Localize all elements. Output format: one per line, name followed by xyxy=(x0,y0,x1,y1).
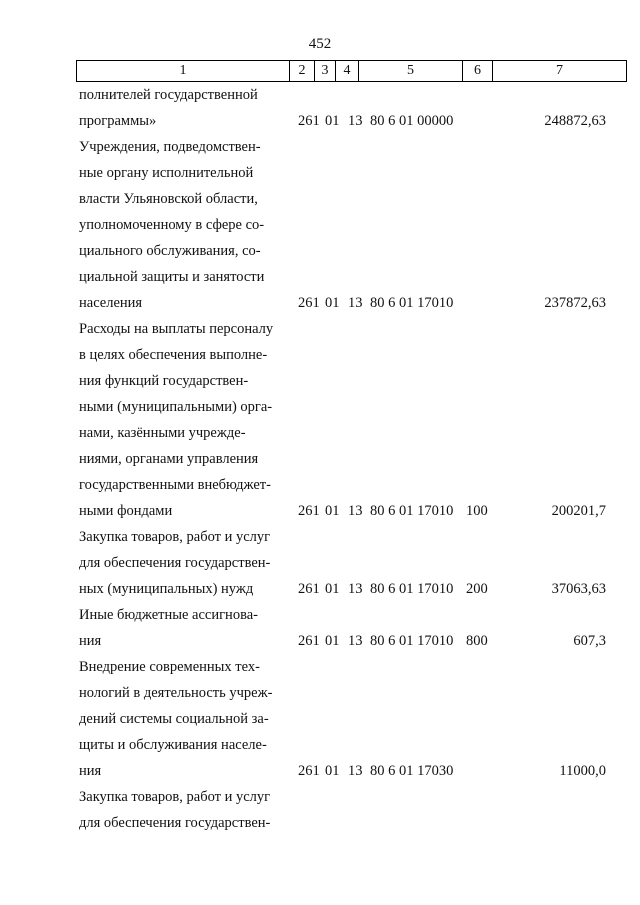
table-row xyxy=(0,784,640,836)
row-name-line: в целях обеспечения выполне- xyxy=(79,347,268,363)
col-3-section-code: 01 xyxy=(325,295,340,311)
page-number: 452 xyxy=(308,36,332,52)
table-row xyxy=(0,524,640,602)
row-name xyxy=(79,134,291,316)
row-name-line: государственными внебюджет- xyxy=(79,477,271,493)
row-codes xyxy=(0,498,640,524)
col-2-ministry-code: 261 xyxy=(298,581,320,597)
col-7-amount: 607,3 xyxy=(573,633,606,649)
col-5-target-article: 80 6 01 17010 xyxy=(370,633,454,649)
col-4-subsection-code: 13 xyxy=(348,295,363,311)
row-name-line: Закупка товаров, работ и услуг xyxy=(79,789,271,805)
col-5-target-article: 80 6 01 00000 xyxy=(370,113,454,129)
col-7-amount: 200201,7 xyxy=(551,503,606,519)
row-name-line: для обеспечения государствен- xyxy=(79,815,271,831)
col-4-subsection-code: 13 xyxy=(348,581,363,597)
col-3-section-code: 01 xyxy=(325,113,340,129)
row-name-line: нологий в деятельность учреж- xyxy=(79,685,273,701)
row-name-line: ниями, органами управления xyxy=(79,451,259,467)
row-name-line: ными фондами xyxy=(79,503,173,519)
col-5-target-article: 80 6 01 17010 xyxy=(370,295,454,311)
table-row xyxy=(0,134,640,316)
row-name-line: Внедрение современных тех- xyxy=(79,659,260,675)
row-name-line: населения xyxy=(79,295,143,311)
row-codes xyxy=(0,628,640,654)
table-row xyxy=(0,654,640,784)
table-header xyxy=(76,60,627,82)
row-name xyxy=(79,316,291,524)
row-name-line: власти Ульяновской области, xyxy=(79,191,258,207)
row-name-line: Иные бюджетные ассигнова- xyxy=(79,607,258,623)
col-2-ministry-code: 261 xyxy=(298,295,320,311)
col-4-subsection-code: 13 xyxy=(348,503,363,519)
row-name-line: нами, казёнными учрежде- xyxy=(79,425,246,441)
row-name-line: циальной защиты и занятости xyxy=(79,269,265,285)
col-3-section-code: 01 xyxy=(325,763,340,779)
row-codes xyxy=(0,576,640,602)
header-col-7: 7 xyxy=(492,61,626,81)
budget-table-body xyxy=(0,82,640,836)
col-5-target-article: 80 6 01 17030 xyxy=(370,763,454,779)
col-2-ministry-code: 261 xyxy=(298,503,320,519)
row-name-line: ния xyxy=(79,763,102,779)
header-col-5: 5 xyxy=(358,61,462,81)
col-2-ministry-code: 261 xyxy=(298,763,320,779)
row-name-line: ных (муниципальных) нужд xyxy=(79,581,254,597)
row-name-line: дений системы социальной за- xyxy=(79,711,269,727)
row-name-line: Расходы на выплаты персоналу xyxy=(79,321,274,337)
col-7-amount: 37063,63 xyxy=(551,581,606,597)
row-name-line: ния функций государствен- xyxy=(79,373,249,389)
col-4-subsection-code: 13 xyxy=(348,633,363,649)
header-col-2: 2 xyxy=(289,61,314,81)
table-row xyxy=(0,316,640,524)
col-4-subsection-code: 13 xyxy=(348,113,363,129)
row-name-line: программы» xyxy=(79,113,157,129)
table-row xyxy=(0,82,640,134)
col-4-subsection-code: 13 xyxy=(348,763,363,779)
row-name-line: ными (муниципальными) орга- xyxy=(79,399,273,415)
col-3-section-code: 01 xyxy=(325,633,340,649)
col-7-amount: 248872,63 xyxy=(544,113,606,129)
header-col-6: 6 xyxy=(462,61,492,81)
row-name-line: циального обслуживания, со- xyxy=(79,243,261,259)
row-name-line: полнителей государственной xyxy=(79,87,258,103)
row-name-line: Учреждения, подведомствен- xyxy=(79,139,261,155)
row-name-line: Закупка товаров, работ и услуг xyxy=(79,529,271,545)
col-7-amount: 237872,63 xyxy=(544,295,606,311)
col-6-expense-type: 100 xyxy=(466,503,488,519)
row-name-line: уполномоченному в сфере со- xyxy=(79,217,265,233)
col-3-section-code: 01 xyxy=(325,581,340,597)
row-name-line: для обеспечения государствен- xyxy=(79,555,271,571)
col-6-expense-type: 200 xyxy=(466,581,488,597)
col-7-amount: 11000,0 xyxy=(559,763,606,779)
col-2-ministry-code: 261 xyxy=(298,113,320,129)
col-2-ministry-code: 261 xyxy=(298,633,320,649)
row-codes xyxy=(0,290,640,316)
table-row xyxy=(0,602,640,654)
col-6-expense-type: 800 xyxy=(466,633,488,649)
col-5-target-article: 80 6 01 17010 xyxy=(370,581,454,597)
row-codes xyxy=(0,758,640,784)
header-col-4: 4 xyxy=(335,61,358,81)
header-col-1: 1 xyxy=(179,63,187,78)
header-col-3: 3 xyxy=(314,61,335,81)
col-3-section-code: 01 xyxy=(325,503,340,519)
row-codes xyxy=(0,810,640,836)
col-5-target-article: 80 6 01 17010 xyxy=(370,503,454,519)
row-name-line: ния xyxy=(79,633,102,649)
row-name-line: ные органу исполнительной xyxy=(79,165,254,181)
row-name-line: щиты и обслуживания населе- xyxy=(79,737,267,753)
row-codes xyxy=(0,108,640,134)
